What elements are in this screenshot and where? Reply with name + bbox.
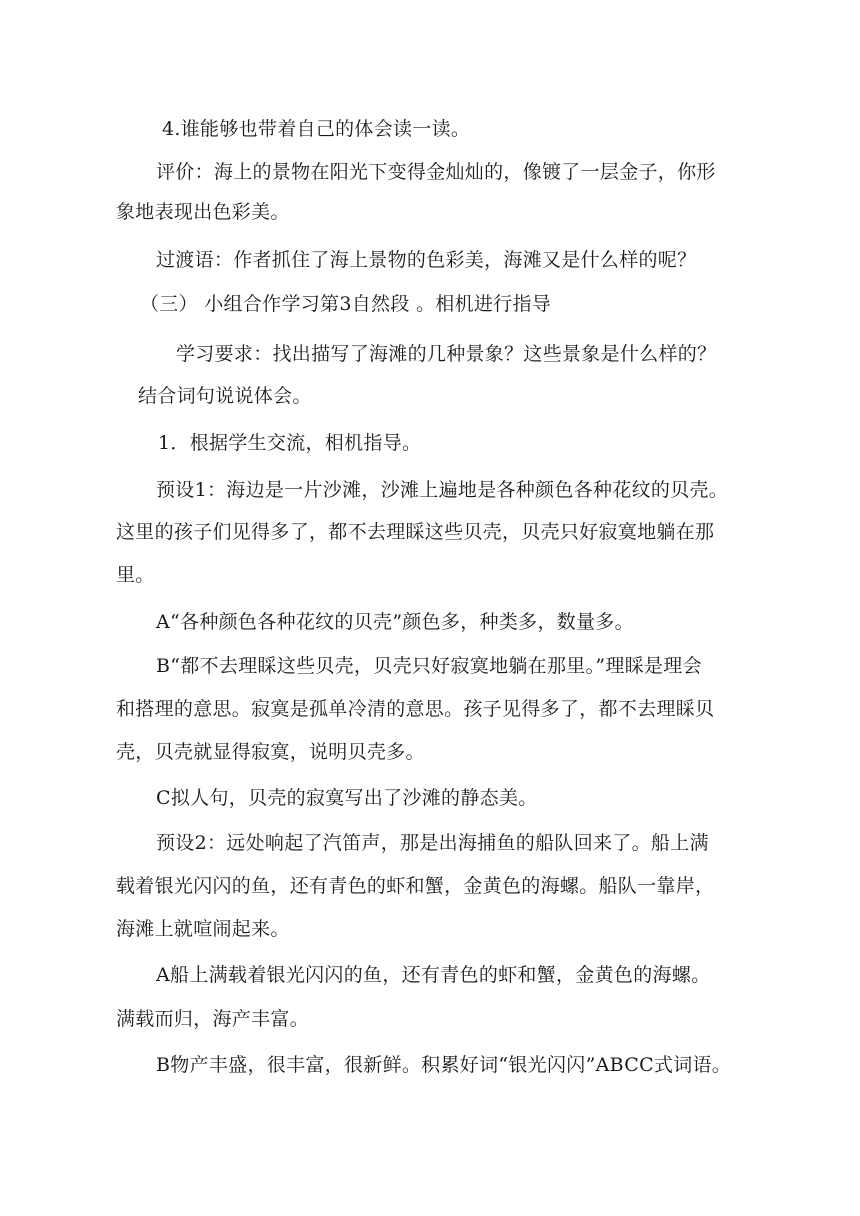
text-line: 满载而归，海产丰富。	[116, 1008, 310, 1030]
text-line: 1．根据学生交流，相机指导。	[158, 432, 422, 454]
text-line: B“都不去理睬这些贝壳，贝壳只好寂寞地躺在那里。”理睬是理会	[156, 655, 702, 677]
text-line: 评价：海上的景物在阳光下变得金灿灿的，像镀了一层金子，你形	[156, 161, 716, 183]
text-line: 预设1：海边是一片沙滩，沙滩上遍地是各种颜色各种花纹的贝壳。	[156, 479, 729, 501]
text-line: A“各种颜色各种花纹的贝壳”颜色多，种类多，数量多。	[156, 611, 634, 633]
text-line: A船上满载着银光闪闪的鱼，还有青色的虾和蟹，金黄色的海螺。	[156, 964, 711, 986]
text-line: 预设2：远处响起了汽笛声，那是出海捕鱼的船队回来了。船上满	[156, 832, 709, 854]
text-line: 过渡语：作者抓住了海上景物的色彩美，海滩又是什么样的呢？	[156, 249, 697, 271]
text-line: 象地表现出色彩美。	[116, 201, 290, 223]
text-line: 载着银光闪闪的鱼，还有青色的虾和蟹，金黄色的海螺。船队一靠岸，	[116, 875, 715, 897]
text-line: 学习要求：找出描写了海滩的几种景象？这些景象是什么样的？	[176, 343, 717, 365]
text-line: 这里的孩子们见得多了，都不去理睬这些贝壳，贝壳只好寂寞地躺在那	[116, 521, 715, 543]
section-heading: （三） 小组合作学习第3自然段 。相机进行指导	[140, 293, 552, 315]
text-line: 里。	[116, 564, 155, 586]
text-line: 结合词句说说体会。	[138, 385, 312, 407]
text-line: 4.谁能够也带着自己的体会读一读。	[162, 118, 471, 140]
text-line: C拟人句，贝壳的寂寞写出了沙滩的静态美。	[156, 787, 538, 809]
text-line: 和搭理的意思。寂寞是孤单冷清的意思。孩子见得多了，都不去理睬贝	[116, 698, 715, 720]
text-line: B物产丰盛，很丰富，很新鲜。积累好词“银光闪闪”ABCC式词语。	[156, 1054, 732, 1076]
text-line: 壳，贝壳就显得寂寞，说明贝壳多。	[116, 741, 425, 763]
text-line: 海滩上就喧闹起来。	[116, 918, 290, 940]
